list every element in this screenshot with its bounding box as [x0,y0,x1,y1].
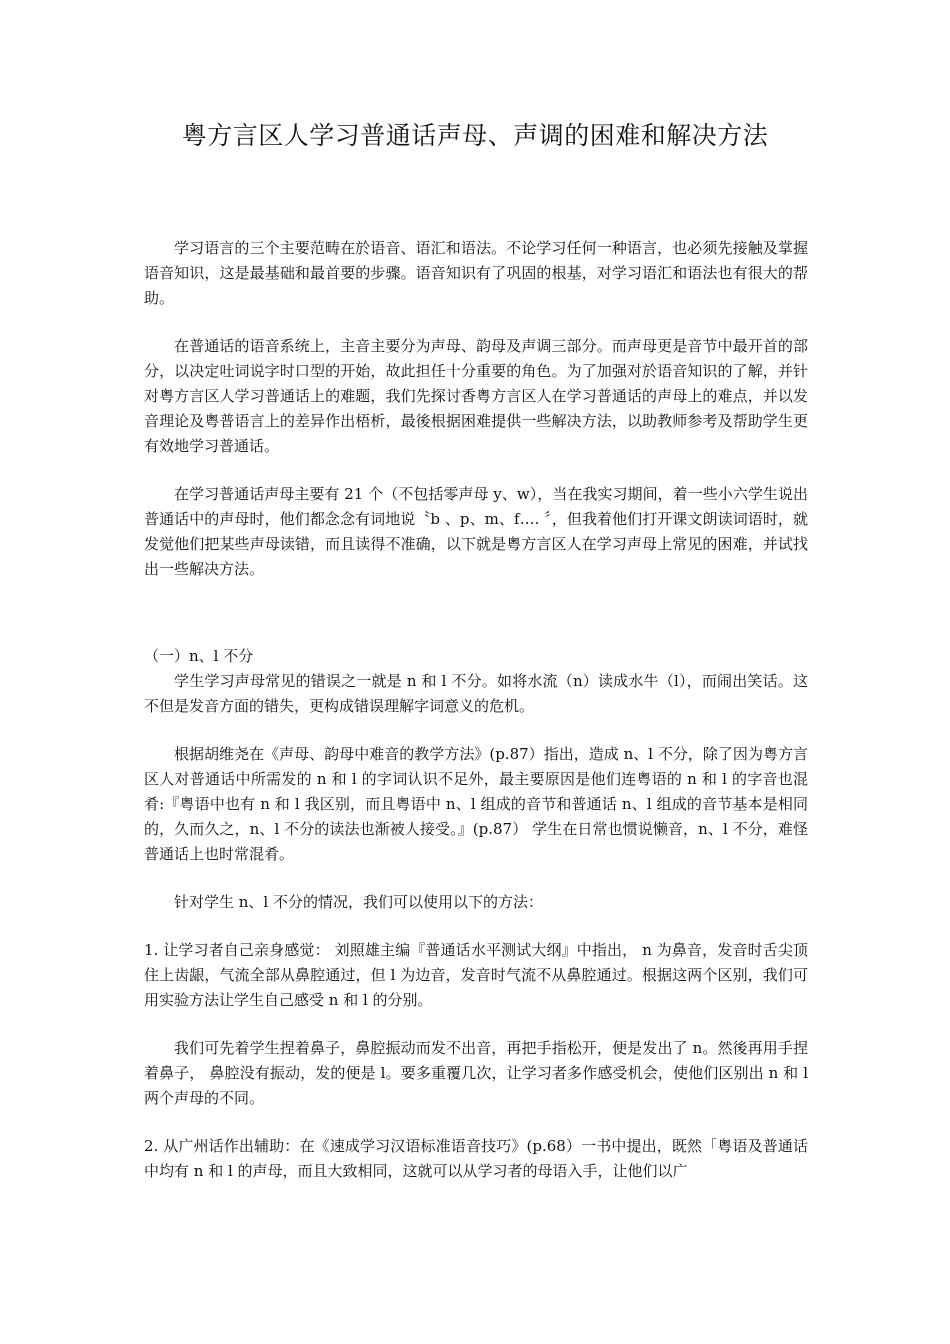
section-heading-n-l: （一）n、l 不分 [144,647,254,665]
paragraph-methods-intro: 针对学生 n、l 不分的情况，我们可以使用以下的方法： [174,893,543,911]
paragraph-n-l-error: 学生学习声母常见的错误之一就是 n 和 l 不分。如将水流（n）读成水牛（l），而闹出笑话。这不但是发音方面的错失，更构成错误理解字词意义的危机。 [144,672,808,715]
paragraph-nose-experiment: 我们可先着学生捏着鼻子，鼻腔振动而发不出音，再把手指松开，便是发出了 n。然後再用手捏着鼻子， 鼻腔没有振动，发的便是 l。要多重覆几次，让学习者多作感受机会，使他们区别出 n 和 l 两个声母的不同。 [144,1039,808,1107]
list-item-method-1: 1. 让学习者自己亲身感觉： 刘照雄主编『普通话水平测试大纲』中指出， n 为鼻音，发音时舌尖顶住上齿龈，气流全部从鼻腔通过，但 l 为边音，发音时气流不从鼻腔通过。根据这两个区别，我们可用实验方法让学生自己感受 n 和 l 的分别。 [144,941,808,1009]
document-body [144,236,808,1184]
paragraph-n-l-cause: 根据胡维尧在《声母、韵母中难音的教学方法》(p.87）指出，造成 n、l 不分，除了因为粤方言区人对普通话中所需发的 n 和 l 的字词认识不足外，最主要原因是他们连粤语的 n 和 l 的字音也混肴:『粤语中也有 n 和 l 我区别，而且粤语中 n、l 组成的音节和普通话 n、l 组成的音节基本是相同的，久而久之，n、l 不分的读法也渐被人接受。』(p.87） 学生在日常也惯说懒音，n、l 不分，难怪普通话上也时常混肴。 [144,745,808,863]
document-title: 粤方言区人学习普通话声母、声调的困难和解决方法 [181,121,769,150]
paragraph-phonetic-system: 在普通话的语音系统上，主音主要分为声母、韵母及声调三部分。而声母更是音节中最开首的部分，以决定吐词说字时口型的开始，故此担任十分重要的角色。为了加强对於语音知识的了解，并针对粤方言区人学习普通话上的难题，我们先探讨香粤方言区人在学习普通话的声母上的难点，并以发音理论及粤普语言上的差异作出梧析，最後根据困难提供一些解决方法，以助教师参考及帮助学生更有效地学习普通话。 [144,337,808,455]
paragraph-initials-overview: 在学习普通话声母主要有 21 个（不包括零声母 y、w），当在我实习期间，着一些小六学生说出普通话中的声母时，他们都念念有词地说〝b 、p、m、f…. 〞，但我着他们打开课文朗读词语时，就发觉他们把某些声母读错，而且读得不准确，以下就是粤方言区人在学习声母上常见的困难，并试找出一些解决方法。 [144,485,808,578]
paragraph-intro: 学习语言的三个主要范畴在於语音、语汇和语法。不论学习任何一种语言，也必须先接触及掌握语音知识，这是最基础和最首要的步骤。语音知识有了巩固的根基，对学习语汇和语法也有很大的帮助。 [144,239,808,307]
list-item-method-2: 2. 从广州话作出辅助：在《速成学习汉语标准语音技巧》(p.68）一书中提出，既然「粤语及普通话中均有 n 和 l 的声母，而且大致相同，这就可以从学习者的母语入手，让他们以广 [144,1137,808,1180]
